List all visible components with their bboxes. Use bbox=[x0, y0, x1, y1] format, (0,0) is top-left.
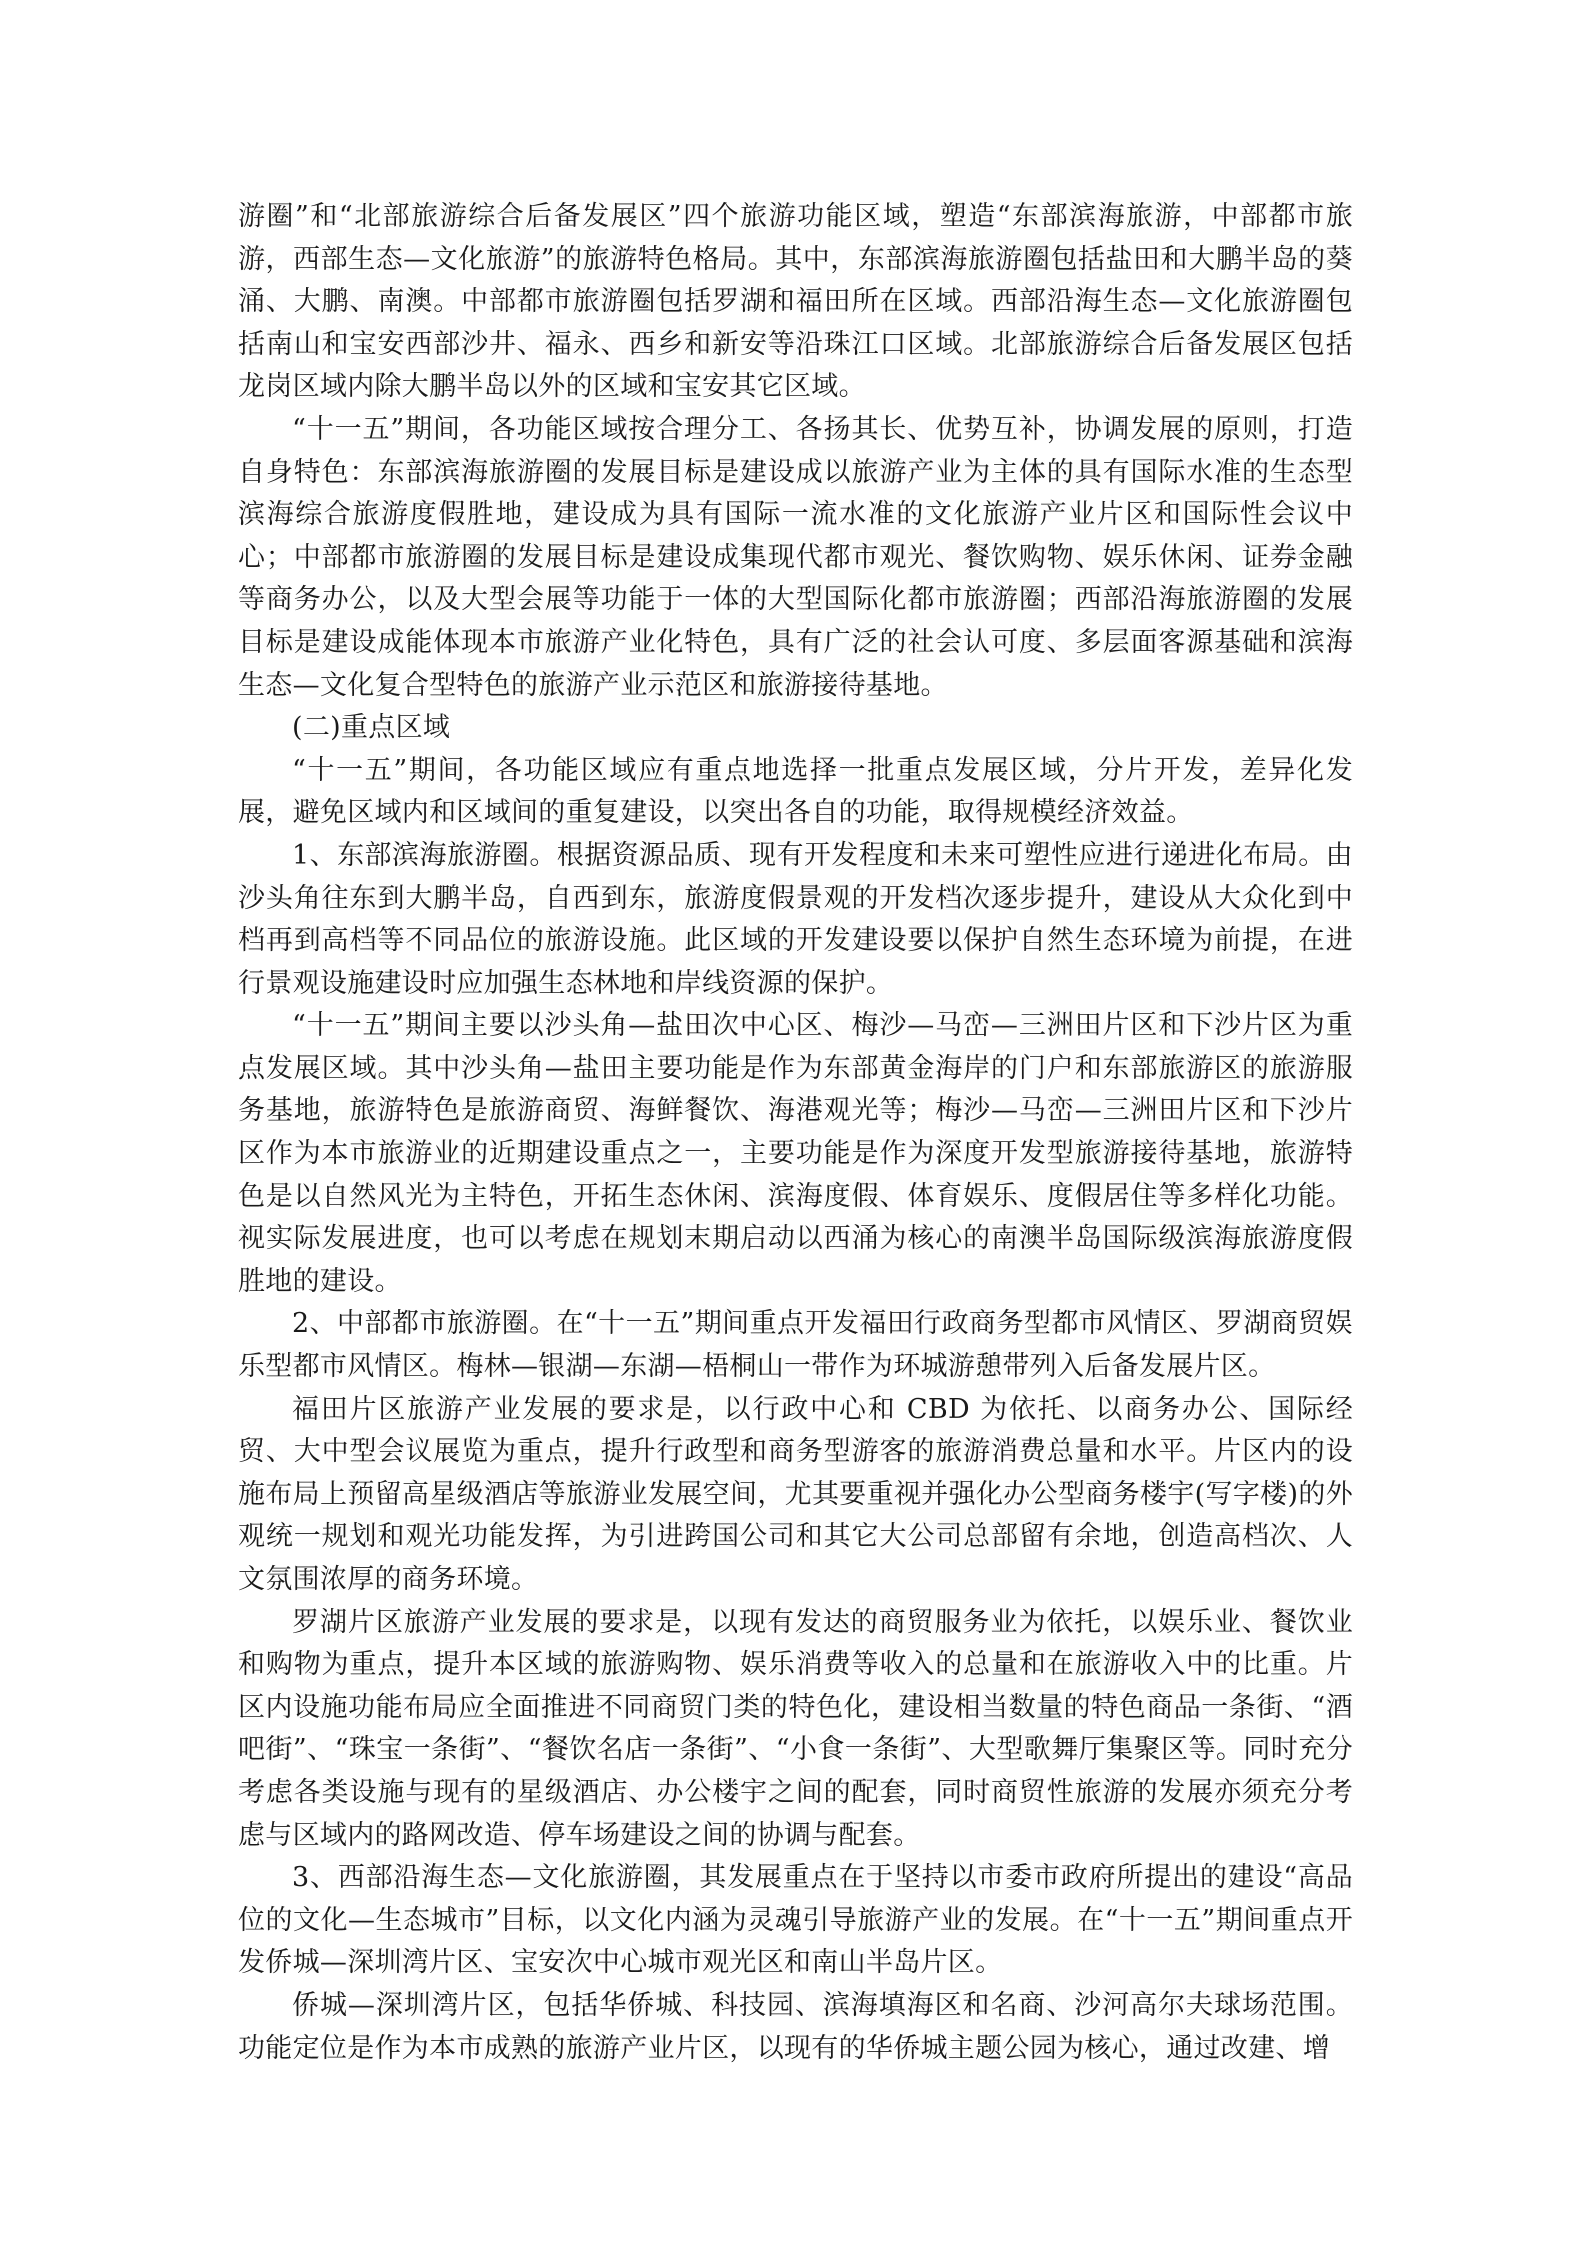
paragraph-function-zone-goals: “十一五”期间，各功能区域按合理分工、各扬其长、优势互补，协调发展的原则，打造自身特色：东部滨海旅游圈的发展目标是建设成以旅游产业为主体的具有国际水准的生态型滨海综合旅游度假胜地，建设成为具有国际一流水准的文化旅游产业片区和国际性会议中心；中部都市旅游圈的发展目标是建设成集现代都市观光、餐饮购物、娱乐休闲、证券金融等商务办公，以及大型会展等功能于一体的大型国际化都市旅游圈；西部沿海旅游圈的发展目标是建设成能体现本市旅游产业化特色，具有广泛的社会认可度、多层面客源基础和滨海生态—文化复合型特色的旅游产业示范区和旅游接待基地。 bbox=[238, 413, 1353, 701]
paragraph-qiaocheng-shenzhenbay: 侨城—深圳湾片区，包括华侨城、科技园、滨海填海区和名商、沙河高尔夫球场范围。功能定位是作为本市成熟的旅游产业片区，以现有的华侨城主题公园为核心，通过改建、增 bbox=[238, 1989, 1353, 2064]
paragraph-east-coastal-circle: 1、东部滨海旅游圈。根据资源品质、现有开发程度和未来可塑性应进行递进化布局。由沙头角往东到大鹏半岛，自西到东，旅游度假景观的开发档次逐步提升，建设从大众化到中档再到高档等不同品位的旅游设施。此区域的开发建设要以保护自然生态环境为前提，在进行景观设施建设时应加强生态林地和岸线资源的保护。 bbox=[238, 839, 1353, 999]
section-heading-key-areas: (二)重点区域 bbox=[292, 712, 451, 744]
paragraph-futian-area: 福田片区旅游产业发展的要求是，以行政中心和 CBD 为依托、以商务办公、国际经贸、大中型会议展览为重点，提升行政型和商务型游客的旅游消费总量和水平。片区内的设施布局上预留高星级酒店等旅游业发展空间，尤其要重视并强化办公型商务楼宇(写字楼)的外观统一规划和观光功能发挥，为引进跨国公司和其它大公司总部留有余地，创造高档次、人文氛围浓厚的商务环境。 bbox=[238, 1393, 1353, 1595]
document-body bbox=[238, 196, 1353, 2070]
paragraph-east-key-development: “十一五”期间主要以沙头角—盐田次中心区、梅沙—马峦—三洲田片区和下沙片区为重点发展区域。其中沙头角—盐田主要功能是作为东部黄金海岸的门户和东部旅游区的旅游服务基地，旅游特色是旅游商贸、海鲜餐饮、海港观光等；梅沙—马峦—三洲田片区和下沙片区作为本市旅游业的近期建设重点之一，主要功能是作为深度开发型旅游接待基地，旅游特色是以自然风光为主特色，开拓生态休闲、滨海度假、体育娱乐、度假居住等多样化功能。视实际发展进度，也可以考虑在规划末期启动以西涌为核心的南澳半岛国际级滨海旅游度假胜地的建设。 bbox=[238, 1010, 1353, 1297]
paragraph-tourism-zones: 游圈”和“北部旅游综合后备发展区”四个旅游功能区域，塑造“东部滨海旅游，中部都市旅游，西部生态—文化旅游”的旅游特色格局。其中，东部滨海旅游圈包括盐田和大鹏半岛的葵涌、大鹏、南澳。中部都市旅游圈包括罗湖和福田所在区域。西部沿海生态—文化旅游圈包括南山和宝安西部沙井、福永、西乡和新安等沿珠江口区域。北部旅游综合后备发展区包括龙岗区域内除大鹏半岛以外的区域和宝安其它区域。 bbox=[238, 201, 1353, 403]
paragraph-central-urban-circle: 2、中部都市旅游圈。在“十一五”期间重点开发福田行政商务型都市风情区、罗湖商贸娱乐型都市风情区。梅林—银湖—东湖—梧桐山一带作为环城游憩带列入后备发展片区。 bbox=[238, 1308, 1353, 1383]
paragraph-luohu-area: 罗湖片区旅游产业发展的要求是，以现有发达的商贸服务业为依托，以娱乐业、餐饮业和购物为重点，提升本区域的旅游购物、娱乐消费等收入的总量和在旅游收入中的比重。片区内设施功能布局应全面推进不同商贸门类的特色化，建设相当数量的特色商品一条街、“酒吧街”、“珠宝一条街”、“餐饮名店一条街”、“小食一条街”、大型歌舞厅集聚区等。同时充分考虑各类设施与现有的星级酒店、办公楼宇之间的配套，同时商贸性旅游的发展亦须充分考虑与区域内的路网改造、停车场建设之间的协调与配套。 bbox=[238, 1606, 1353, 1851]
paragraph-west-eco-culture-circle: 3、西部沿海生态—文化旅游圈，其发展重点在于坚持以市委市政府所提出的建设“高品位的文化—生态城市”目标，以文化内涵为灵魂引导旅游产业的发展。在“十一五”期间重点开发侨城—深圳湾片区、宝安次中心城市观光区和南山半岛片区。 bbox=[238, 1862, 1353, 1979]
paragraph-key-areas-intro: “十一五”期间，各功能区域应有重点地选择一批重点发展区域，分片开发，差异化发展，避免区域内和区域间的重复建设，以突出各自的功能，取得规模经济效益。 bbox=[238, 754, 1353, 829]
